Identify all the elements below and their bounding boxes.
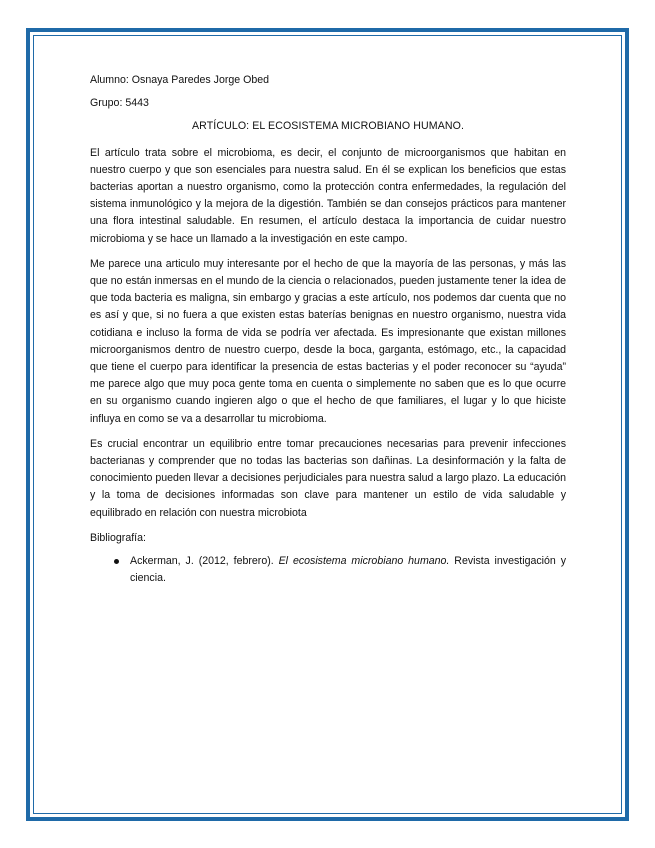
bibliography-authors: Ackerman, J. (2012, febrero).	[130, 555, 279, 568]
group-number: Grupo: 5443	[90, 97, 149, 110]
bibliography-heading: Bibliografía:	[90, 531, 146, 544]
bibliography-title: El ecosistema microbiano humano.	[278, 555, 450, 568]
bibliography-entry	[90, 553, 566, 587]
paragraph-summary: El artículo trata sobre el microbioma, es decir, el conjunto de microorganismos que habitan en nuestro cuerpo y que son esenciales para nuestra salud. En él se explican los beneficios que estas bacterias aportan a nuestro organismo, como la protección contra enfermedades, la regulación del sistema inmunológico y la mejora de la digestión. También se dan consejos prácticos para mantener una flora intestinal saludable. En resumen, el artículo destaca la importancia de cuidar nuestro microbioma y se hace un llamado a la investigación en este campo.	[90, 146, 566, 245]
paragraph-conclusion: Es crucial encontrar un equilibrio entre tomar precauciones necesarias para prevenir infecciones bacterianas y comprender que no todas las bacterias son dañinas. La desinformación y la falta de conocimiento pueden llevar a decisiones perjudiciales para nuestra salud a largo plazo. La educación y la toma de decisiones informadas son clave para mantener un estilo de vida saludable y equilibrado en relación con nuestra microbiota	[90, 437, 566, 519]
bullet-icon	[114, 559, 119, 564]
student-name: Alumno: Osnaya Paredes Jorge Obed	[90, 74, 270, 86]
bibliography-list	[90, 553, 566, 587]
document-body	[90, 72, 566, 587]
article-title: ARTÍCULO: EL ECOSISTEMA MICROBIANO HUMANO.	[191, 120, 465, 133]
paragraph-opinion: Me parece una articulo muy interesante por el hecho de que la mayoría de las personas, y más las que no están inmersas en el mundo de la ciencia o relacionados, pueden justamente tener la idea de que toda bacteria es maligna, sin embargo y gracias a este artículo, nos podemos dar cuenta que no es así y que, si no fuera a que existen estas baterías benignas en nuestro organismo, nuestra vida cotidiana e incluso la forma de vida se podría ver afectada. Es impresionante que existan millones microorganismos dentro de nuestro cuerpo, desde la boca, garganta, estómago, etc., la capacidad que tiene el cuerpo para identificar la presencia de estas bacterias y el poder reconocer su “ayuda” me parece algo que muy poca gente toma en cuenta o simplemente no saben que es lo que ocurre en su organismo cuando ingieren algo o que el hecho de que familiares, el lugar y lo que hiciste influya en como se va a desarrollar tu microbioma.	[90, 257, 566, 425]
bibliography-source: Revista investigación y ciencia.	[130, 555, 566, 585]
